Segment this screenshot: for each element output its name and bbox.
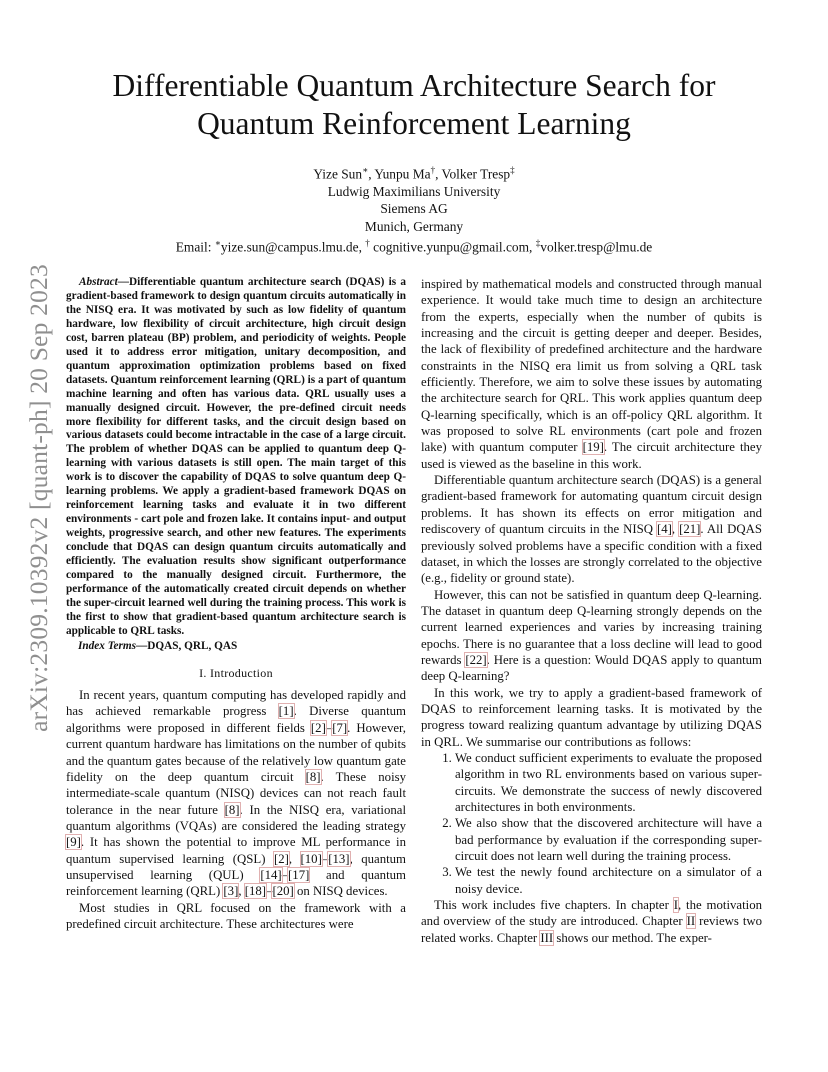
right-column: [421, 276, 762, 946]
right-paragraph-1: inspired by mathematical models and constructed through manual experience. It would take much time to design an architecture from the experts, especially when the number of qubits is increasing and the circuit is getting deeper and deeper. Besides, the lack of flexibility of predefined architecture and the hardware constraints in the NISQ era limit us from solving a QRL task efficiently. Therefore, we aim to solve these issues by automating the architecture search for QRL. This work applies quantum deep Q-learning specifically, which is an off-policy QRL algorithm. It was proposed to solve RL environments (cart pole and frozen lake) with quantum computer [19]. The circuit architecture they used is viewed as the baseline in this work.: [421, 277, 763, 471]
abstract-text: —Differentiable quantum architecture search (DQAS) is a gradient-based framework to design quantum circuits automatically in the NISQ era. It was motivated by such as low fidelity of quantum hardware, low flexibility of circuit architecture, high circuit design cost, barren plateau (BP) problem, and periodicity of weights. People used it to address error mitigation, unitary decomposition, and quantum approximation optimization problems based on fixed datasets. Quantum reinforcement learning (QRL) is a part of quantum machine learning and often has various data. QRL usually uses a manually designed circuit. However, the pre-defined circuit needs more flexibility for different tasks, and the circuit design based on various datasets could become intractable in the case of a large circuit. The problem of whether DQAS can be applied to quantum deep Q-learning with various datasets is still open. The main target of this work is to discover the capability of DQAS to solve quantum deep Q-learning problems. We apply a gradient-based framework DQAS on reinforcement learning tasks and evaluate it in two different environments - cart pole and frozen lake. It contains input- and output weights, progressive search, and other new features. The experiments conclude that DQAS can design quantum circuits automatically and efficiently. The evaluation results show significant outperformance compared to the manually designed circuit. Furthermore, the performance of the automatically created circuit depends on whether the super-circuit learned well during the training process. This work is the first to show that gradient-based quantum architecture search is applicable to QRL tasks.: [66, 276, 406, 637]
citation-link[interactable]: [4]: [656, 522, 672, 537]
citation-link[interactable]: [22]: [465, 652, 487, 667]
contributions-list: [421, 750, 762, 897]
citation-link[interactable]: [8]: [224, 802, 240, 817]
right-paragraph-4: In this work, we try to apply a gradient-based framework of DQAS to reinforcement learning tasks. It is motivated by the progress toward realizing quantum advantage by utilizing DQAS in QRL. We summarise our contributions as follows:: [421, 685, 762, 749]
arxiv-sidebar: [22, 264, 56, 732]
author-1: Yize Sun: [313, 166, 363, 182]
citation-link[interactable]: [21]: [679, 522, 701, 537]
right-paragraph-5: This work includes five chapters. In chapter I, the motivation and overview of the study are introduced. Chapter II reviews two related works. Chapter III shows our method. The exper-: [421, 898, 763, 945]
citation-link[interactable]: [2]: [273, 851, 289, 866]
section-link[interactable]: II: [686, 914, 696, 929]
citation-link[interactable]: [14]: [260, 867, 282, 882]
author-block: [60, 162, 768, 256]
title-line-2: Quantum Reinforcement Learning: [197, 106, 631, 141]
citation-link[interactable]: [17]: [288, 867, 310, 882]
left-column: [66, 276, 406, 932]
citation-link[interactable]: [10]: [300, 851, 322, 866]
email-3[interactable]: volker.tresp@lmu.de: [540, 239, 653, 255]
section-link[interactable]: III: [540, 930, 554, 945]
section-heading-introduction: I. Introduction: [199, 665, 273, 680]
right-paragraph-2: Differentiable quantum architecture search (DQAS) is a general gradient-based framework for automating quantum circuit design problems. It has shown its effects on error mitigation and rediscovery of quantum circuits in the NISQ [4], [21]. All DQAS previously solved problems have a specific condition with a fixed dataset, in which the losses are strongly correlated to the objective (e.g., fidelity or ground state).: [421, 473, 762, 586]
author-3: Volker Tresp: [441, 166, 511, 182]
list-item: 3. We test the newly found architecture on a simulator of a noisy device.: [455, 864, 762, 897]
author-names: Yize Sun∗, Yunpu Ma†, Volker Tresp‡: [313, 165, 515, 182]
citation-link[interactable]: [13]: [328, 851, 350, 866]
email-1[interactable]: yize.sun@campus.lmu.de,: [220, 239, 362, 255]
author-3-mark: ‡: [510, 165, 515, 175]
affiliation-1: Ludwig Maximilians University: [327, 183, 501, 199]
list-item: 2. We also show that the discovered architecture will have a bad performance by evaluation if the corresponding super-circuit does not learn well during the training process.: [455, 815, 762, 864]
paper-title: [60, 67, 768, 143]
title-line-1: Differentiable Quantum Architecture Search for: [112, 68, 716, 103]
citation-link[interactable]: [2]: [310, 720, 326, 735]
affiliation-3: Munich, Germany: [364, 218, 464, 234]
email-line: Email: ∗yize.sun@campus.lmu.de, † cognitive.yunpu@gmail.com, ‡volker.tresp@lmu.de: [175, 238, 653, 255]
author-2-mark: †: [430, 165, 436, 175]
citation-link[interactable]: [20]: [272, 884, 294, 899]
affiliation-2: Siemens AG: [380, 201, 448, 217]
right-paragraph-3: However, this can not be satisfied in quantum deep Q-learning. The dataset in quantum deep Q-learning strongly depends on the current learned experiences and varies by increasing training epochs. There is no guarantee that a loss decline will lead to good rewards [22]. Here is a question: Would DQAS apply to quantum deep Q-learning?: [421, 587, 762, 684]
index-terms: Index Terms—DQAS, QRL, QAS: [78, 639, 238, 652]
author-2: Yunpu Ma: [374, 166, 431, 182]
abstract: [66, 276, 406, 639]
list-item: 1. We conduct sufficient experiments to evaluate the proposed algorithm in two RL environments based on various super-circuits. We demonstrate the success of newly discovered architectures in both environments.: [455, 750, 762, 815]
author-1-mark: ∗: [362, 165, 369, 175]
citation-link[interactable]: [7]: [332, 720, 348, 735]
citation-link[interactable]: [1]: [278, 704, 294, 719]
citation-link[interactable]: [8]: [305, 769, 321, 784]
abstract-label: Abstract: [79, 276, 118, 288]
citation-link[interactable]: [18]: [244, 884, 267, 899]
citation-link[interactable]: [9]: [66, 835, 81, 850]
intro-paragraph-1: In recent years, quantum computing has developed rapidly and has achieved remarkable progress [1]. Diverse quantum algorithms were proposed in different fields [2]–[7]. However, current quantum hardware has limitations on the number of qubits and the quantum gates because of the relatively low quantum gate fidelity on the deep quantum circuit [8]. These noisy intermediate-scale quantum (NISQ) devices can not reach fault tolerance in the near future [8]. In the NISQ era, variational quantum algorithms (VQAs) are considered the leading strategy [9]. It has shown the potential to improve ML performance in quantum supervised learning (QSL) [2], [10]–[13], quantum unsupervised learning (QUL) [14]–[17] and quantum reinforcement learning (QRL) [3], [18]–[20] on NISQ devices.: [66, 688, 407, 899]
arxiv-identifier: arXiv:2309.10392v2 [quant-ph] 20 Sep 2023: [24, 264, 53, 732]
email-2[interactable]: cognitive.yunpu@gmail.com,: [373, 239, 533, 255]
citation-link[interactable]: [19]: [582, 440, 604, 455]
section-link[interactable]: I: [673, 898, 678, 913]
intro-paragraph-2: Most studies in QRL focused on the framework with a predefined circuit architecture. These architectures were: [66, 900, 406, 931]
citation-link[interactable]: [3]: [223, 884, 239, 899]
